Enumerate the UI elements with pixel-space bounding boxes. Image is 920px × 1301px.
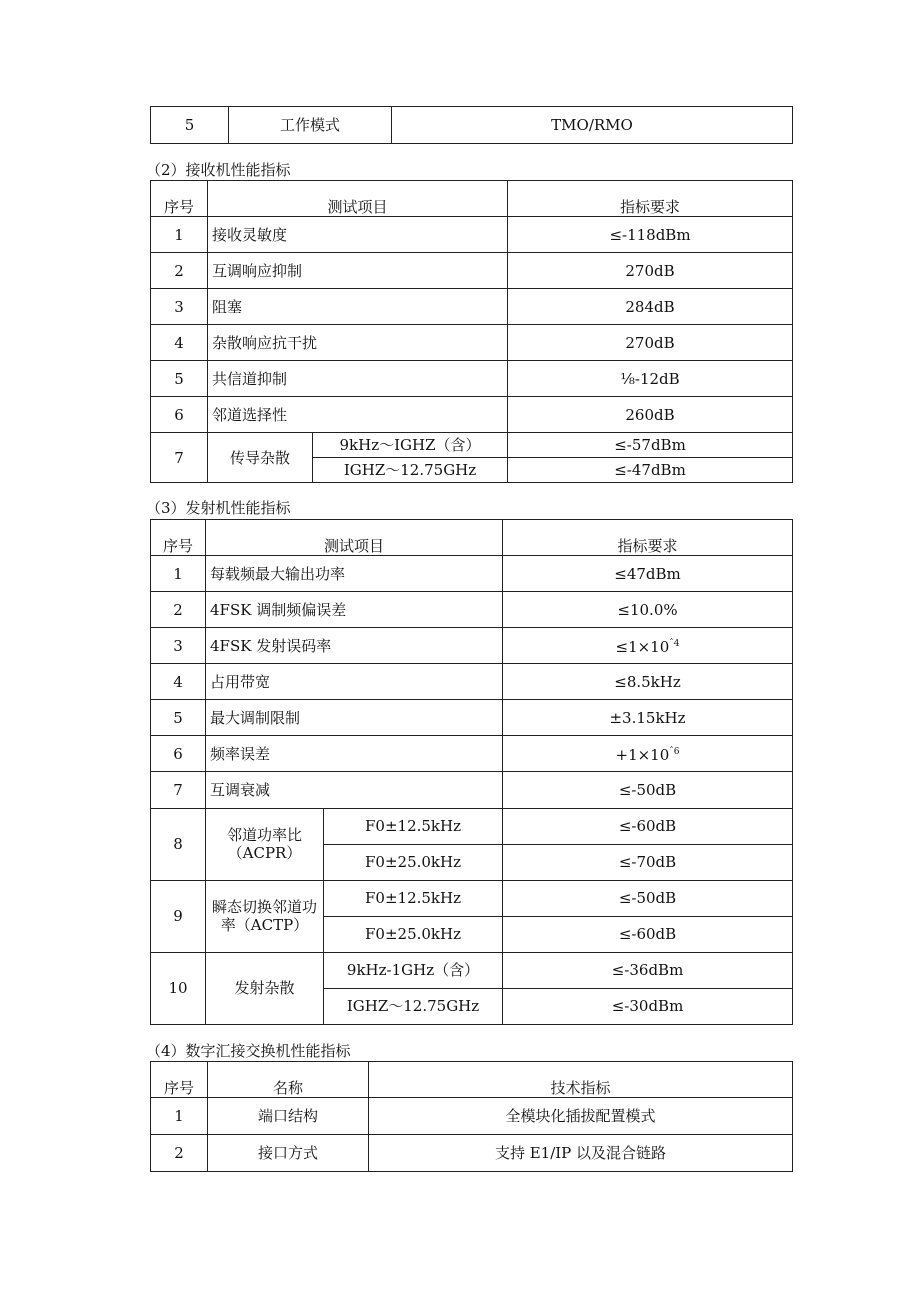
- row-number: 9: [151, 880, 206, 952]
- table-row: [151, 217, 793, 253]
- row-item: 占用带宽: [206, 664, 503, 700]
- row-band: F0±25.0kHz: [324, 844, 503, 880]
- row-requirement: [503, 628, 793, 664]
- row-band: 9kHz～IGHZ（含）: [313, 433, 508, 458]
- table-row: [151, 808, 793, 844]
- row-requirement: [503, 736, 793, 772]
- row-band: F0±12.5kHz: [324, 880, 503, 916]
- row-number: 10: [151, 952, 206, 1024]
- row-item: 频率误差: [206, 736, 503, 772]
- table-row: [151, 361, 793, 397]
- row-requirement: ≤10.0%: [503, 592, 793, 628]
- table-row: [151, 952, 793, 988]
- row-name: 接口方式: [208, 1135, 369, 1172]
- header-item: 测试项目: [206, 520, 503, 556]
- table-row: [151, 1098, 793, 1135]
- row-requirement: ≤-36dBm: [503, 952, 793, 988]
- table-row: [151, 628, 793, 664]
- row-requirement: 284dB: [508, 289, 793, 325]
- row-number: 5: [151, 361, 208, 397]
- row-number: 7: [151, 772, 206, 808]
- row-number: 7: [151, 433, 208, 483]
- row-requirement: ≤8.5kHz: [503, 664, 793, 700]
- row-requirement: ≤-50dB: [503, 772, 793, 808]
- row-band: 9kHz-1GHz（含）: [324, 952, 503, 988]
- requirement-base: +1×10: [615, 746, 670, 765]
- row-item: 工作模式: [229, 107, 392, 144]
- row-item: 共信道抑制: [208, 361, 508, 397]
- row-requirement: 270dB: [508, 253, 793, 289]
- row-number: 1: [151, 556, 206, 592]
- receiver-section-heading: （2）接收机性能指标: [146, 161, 291, 179]
- row-requirement: ≤-118dBm: [508, 217, 793, 253]
- row-band: IGHZ～12.75GHz: [324, 988, 503, 1024]
- row-requirement: ≤-60dB: [503, 916, 793, 952]
- receiver-table: [150, 180, 793, 483]
- row-requirement: ≤-60dB: [503, 808, 793, 844]
- row-item: 互调衰减: [206, 772, 503, 808]
- row-spec: 全模块化插拔配置模式: [369, 1098, 793, 1135]
- row-number: 5: [151, 700, 206, 736]
- row-requirement: ≤-47dBm: [508, 458, 793, 483]
- row-number: 3: [151, 289, 208, 325]
- work-mode-table: [150, 106, 793, 144]
- table-row: [151, 736, 793, 772]
- row-requirement: ±3.15kHz: [503, 700, 793, 736]
- table-row: [151, 107, 793, 144]
- switch-table: [150, 1061, 793, 1172]
- table-row: [151, 556, 793, 592]
- row-requirement: ≤-57dBm: [508, 433, 793, 458]
- transmitter-section-heading: （3）发射机性能指标: [146, 499, 291, 517]
- row-item: 互调响应抑制: [208, 253, 508, 289]
- row-number: 2: [151, 253, 208, 289]
- header-requirement: 指标要求: [508, 181, 793, 217]
- row-item: 发射杂散: [206, 952, 324, 1024]
- row-item: 4FSK 发射误码率: [206, 628, 503, 664]
- row-item: 邻道功率比（ACPR）: [206, 808, 324, 880]
- header-number: 序号: [151, 1062, 208, 1098]
- header-number: 序号: [151, 520, 206, 556]
- row-item: 传导杂散: [208, 433, 313, 483]
- row-number: 1: [151, 217, 208, 253]
- table-row: [151, 325, 793, 361]
- table-header-row: [151, 1062, 793, 1098]
- row-band: IGHZ～12.75GHz: [313, 458, 508, 483]
- row-number: 2: [151, 592, 206, 628]
- row-number: 2: [151, 1135, 208, 1172]
- table-row: [151, 592, 793, 628]
- header-name: 名称: [208, 1062, 369, 1098]
- row-requirement: ≤-70dB: [503, 844, 793, 880]
- row-item: 瞬态切换邻道功率（ACTP）: [206, 880, 324, 952]
- table-row: [151, 880, 793, 916]
- header-item: 测试项目: [208, 181, 508, 217]
- row-item: 最大调制限制: [206, 700, 503, 736]
- table-header-row: [151, 181, 793, 217]
- header-requirement: 指标要求: [503, 520, 793, 556]
- header-spec: 技术指标: [369, 1062, 793, 1098]
- table-row: [151, 397, 793, 433]
- row-requirement: ⅛-12dB: [508, 361, 793, 397]
- table-row: [151, 253, 793, 289]
- switch-section-heading: （4）数字汇接交换机性能指标: [146, 1042, 351, 1060]
- requirement-base: ≤1×10: [615, 638, 670, 657]
- table-row: [151, 700, 793, 736]
- row-band: F0±12.5kHz: [324, 808, 503, 844]
- row-item: 接收灵敏度: [208, 217, 508, 253]
- table-row: [151, 1135, 793, 1172]
- row-item: 邻道选择性: [208, 397, 508, 433]
- table-row: [151, 433, 793, 458]
- row-name: 端口结构: [208, 1098, 369, 1135]
- row-item: 4FSK 调制频偏误差: [206, 592, 503, 628]
- row-band: F0±25.0kHz: [324, 916, 503, 952]
- row-number: 8: [151, 808, 206, 880]
- row-number: 6: [151, 397, 208, 433]
- row-number: 4: [151, 325, 208, 361]
- row-spec: 支持 E1/IP 以及混合链路: [369, 1135, 793, 1172]
- row-item: 阻塞: [208, 289, 508, 325]
- table-row: [151, 289, 793, 325]
- row-requirement: ≤-30dBm: [503, 988, 793, 1024]
- row-requirement: ≤-50dB: [503, 880, 793, 916]
- transmitter-table: [150, 519, 793, 1025]
- row-requirement: 270dB: [508, 325, 793, 361]
- header-number: 序号: [151, 181, 208, 217]
- table-header-row: [151, 520, 793, 556]
- row-item: 每载频最大输出功率: [206, 556, 503, 592]
- row-number: 5: [151, 107, 229, 144]
- row-number: 4: [151, 664, 206, 700]
- table-row: [151, 772, 793, 808]
- row-requirement: 260dB: [508, 397, 793, 433]
- table-row: [151, 664, 793, 700]
- row-number: 3: [151, 628, 206, 664]
- row-item: 杂散响应抗干扰: [208, 325, 508, 361]
- row-number: 1: [151, 1098, 208, 1135]
- row-number: 6: [151, 736, 206, 772]
- requirement-exponent: ˆ4: [669, 639, 680, 650]
- requirement-exponent: ˆ6: [669, 747, 680, 758]
- row-requirement: TMO/RMO: [392, 107, 793, 144]
- row-requirement: ≤47dBm: [503, 556, 793, 592]
